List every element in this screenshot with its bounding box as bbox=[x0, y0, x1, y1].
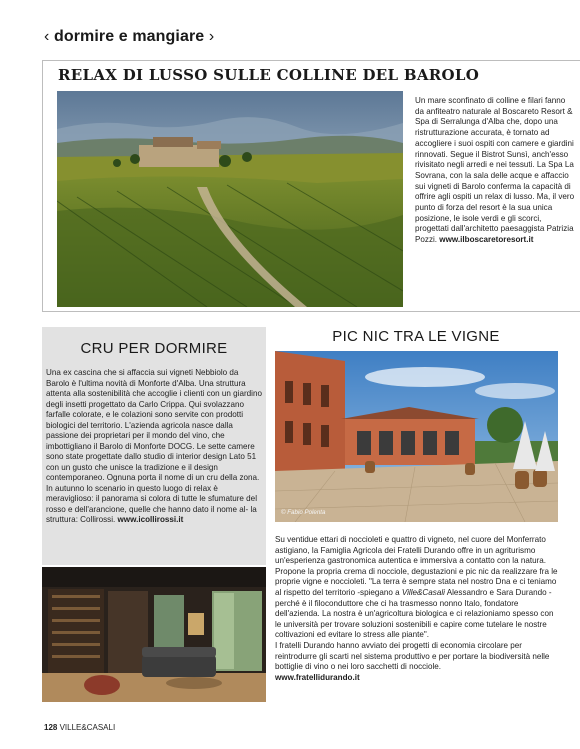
article-text: Un mare sconfinato di colline e filari fanno da anfiteatro naturale al Boscareto Resort & Spa di Serralunga d'Alba che, dopo una ristrutturazione accurata, è tornato ad accogliere i suoi ospiti con camere e giardini rinnovati. Segue il Bistrot Sunsì, anch'esso rivisitato negli arredi e nei tessuti. La Spa La Sovrana, con la sala delle acque e affaccio sui vigneti di Barolo conferma la capacità di offrire agli ospiti un relax di lusso. Ma, il vero punto di forza del resort è la sua unica posizione, le isole verdi e gli scorci, progettati dall'architetto paesaggista Patrizia Pozzi. bbox=[415, 96, 575, 245]
photo-boscareto-resort bbox=[57, 91, 403, 307]
website-link-collirossi[interactable]: www.icollirossi.it bbox=[117, 515, 184, 524]
article-text: Su ventidue ettari di noccioleti e quattro di vigneto, nel cuore del Monferrato astigiano, la Famiglia Agricola dei Fratelli Durando offre in un agriturismo un'esperienza gastronomica autentica e immersiva a contatto con la natura. Propone la propria crema di nocciole, degustazioni e pic nic da realizzare fra le proprie vigne e noccioleti. "La terra è sempre stata nel nostro Dna e ci teniamo al rispetto del territorio -spiegano a bbox=[275, 535, 558, 597]
website-link-boscareto[interactable]: www.ilboscaretoresort.it bbox=[439, 235, 534, 245]
magazine-mention: Ville&Casali bbox=[401, 587, 445, 597]
photo-collirossi-interior bbox=[42, 567, 266, 702]
article-title-collirossi: CRU PER DORMIRE bbox=[80, 340, 228, 357]
chevron-right-icon: › bbox=[208, 28, 215, 45]
website-link-durando[interactable]: www.fratellidurando.it bbox=[275, 672, 360, 682]
chevron-left-icon: ‹ bbox=[44, 28, 50, 45]
article-text: Una ex cascina che si affaccia sui vigneti Nebbiolo da Barolo è l'ultima novità di Monforte d'Alba. Una struttura attenta alla sostenibilità che accoglie i clienti con un giardino degli insetti progettato da Carlo Crippa. Qui svolazzano farfalle colorate, e le colazioni sono servite con prodotti biologici del territorio. L'azienda agricola nasce dalla passione dei proprietari per il mondo del vino, che imbottigliano il Barolo di Monforte DOCG. Le sette camere sono state progettate dallo studio di interior design Lato 51 con un gusto che unisce la tradizione e il design contemporaneo. Ognuna porta il nome di un cru della zona. In autunno lo scenario in questo luogo di relax è meraviglioso: il panorama si colora di tutte le sfumature del rosso e dell'arancione, quelle che hanno dato il nome al- la struttura: Collirossi. bbox=[46, 368, 262, 524]
article-text: I fratelli Durando hanno avviato dei progetti di economia circolare per reintrodurre gli scarti nel sistema produttivo e per portare la biodiversità nelle bottiglie di vino o nei loro sacchetti di nocciole. bbox=[275, 640, 550, 672]
article-text: Alessandro e Sara Durando - perché è il filoconduttore che ci ha trasmesso nonno Italo, fondatore dell'azienda. La nostra è un'agricoltura biologica e ci relazioniamo spesso con le università per trovare soluzioni sostenibili e capire come tutelare le nostre coltivazioni ed evitare lo stress alle piante". bbox=[275, 587, 554, 640]
article-body-collirossi bbox=[46, 368, 262, 526]
section-header bbox=[44, 28, 214, 46]
photo-credit: © Fabio Polenta bbox=[281, 509, 326, 516]
article-body-boscareto bbox=[415, 96, 575, 246]
section-title: dormire e mangiare bbox=[53, 28, 205, 45]
article-title-boscareto: RELAX DI LUSSO SULLE COLLINE DEL BAROLO bbox=[58, 66, 480, 84]
photo-durando-courtyard bbox=[275, 351, 558, 522]
article-body-durando bbox=[275, 535, 559, 683]
article-title-durando: PIC NIC TRA LE VIGNE bbox=[332, 328, 500, 345]
page-footer bbox=[44, 723, 115, 732]
magazine-name: VILLE&CASALI bbox=[59, 723, 116, 732]
page-number: 128 bbox=[44, 723, 58, 732]
